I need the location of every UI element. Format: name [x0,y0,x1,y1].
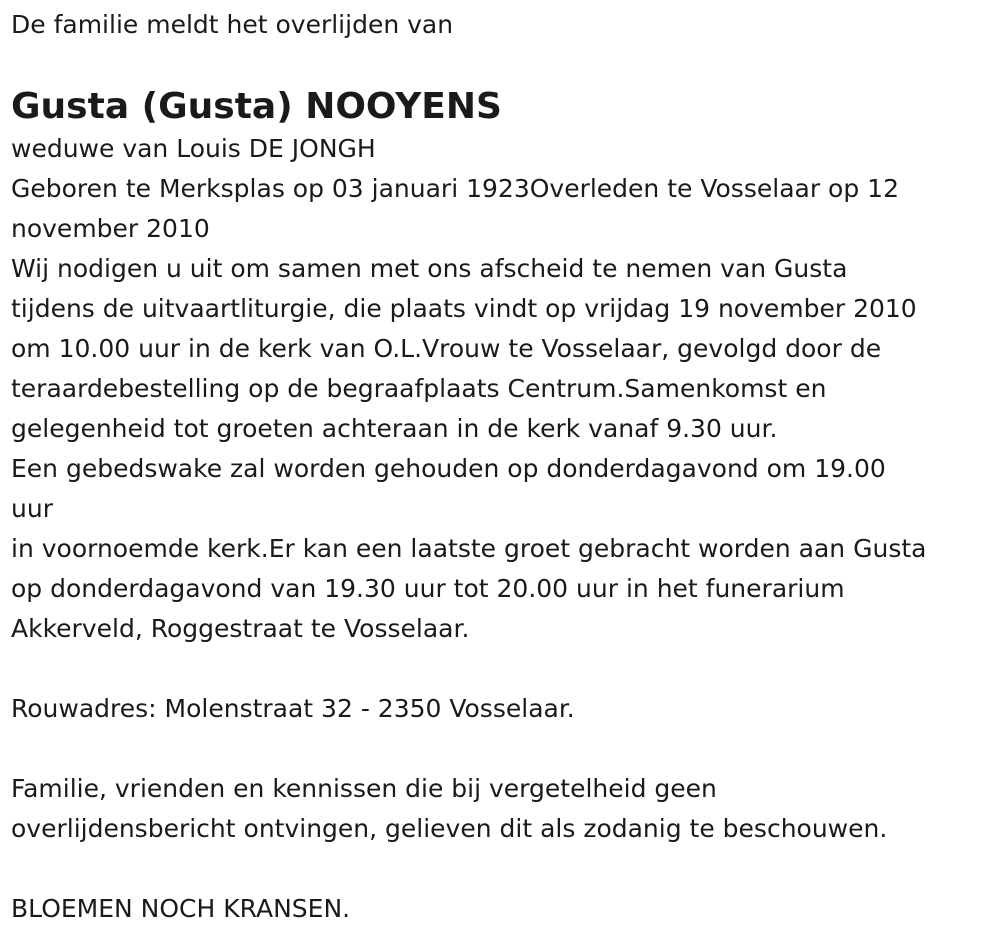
body-line: teraardebestelling op de begraafplaats Centrum.Samenkomst en [11,374,827,403]
intro-text: De familie meldt het overlijden van [11,10,454,39]
deceased-name: Gusta (Gusta) NOOYENS [11,86,502,127]
spacer [11,729,996,769]
spouse-text: weduwe van Louis DE JONGH [11,134,376,163]
body-line: Een gebedswake zal worden gehouden op donderdagavond om 19.00 [11,454,886,483]
body-line: Akkerveld, Roggestraat te Vosselaar. [11,614,470,643]
body-line: gelegenheid tot groeten achteraan in de kerk vanaf 9.30 uur. [11,414,778,443]
death-notice [11,0,996,929]
spacer [11,649,996,689]
spacer [11,849,996,889]
born-died-line-1: Geboren te Merksplas op 03 januari 1923Overleden te Vosselaar op 12 [11,174,899,203]
body-line: uur [11,494,53,523]
closing-line: overlijdensbericht ontvingen, gelieven dit als zodanig te beschouwen. [11,814,888,843]
body-line: om 10.00 uur in de kerk van O.L.Vrouw te Vosselaar, gevolgd door de [11,334,882,363]
mourning-address: Rouwadres: Molenstraat 32 - 2350 Vosselaar. [11,694,575,723]
flowers-note: BLOEMEN NOCH KRANSEN. [11,894,351,923]
body-line: Wij nodigen u uit om samen met ons afscheid te nemen van Gusta [11,254,848,283]
born-died-line-2: november 2010 [11,214,210,243]
body-line: in voornoemde kerk.Er kan een laatste groet gebracht worden aan Gusta [11,534,927,563]
body-line: tijdens de uitvaartliturgie, die plaats vindt op vrijdag 19 november 2010 [11,294,917,323]
body-line: op donderdagavond van 19.30 uur tot 20.00 uur in het funerarium [11,574,845,603]
closing-line: Familie, vrienden en kennissen die bij vergetelheid geen [11,774,717,803]
